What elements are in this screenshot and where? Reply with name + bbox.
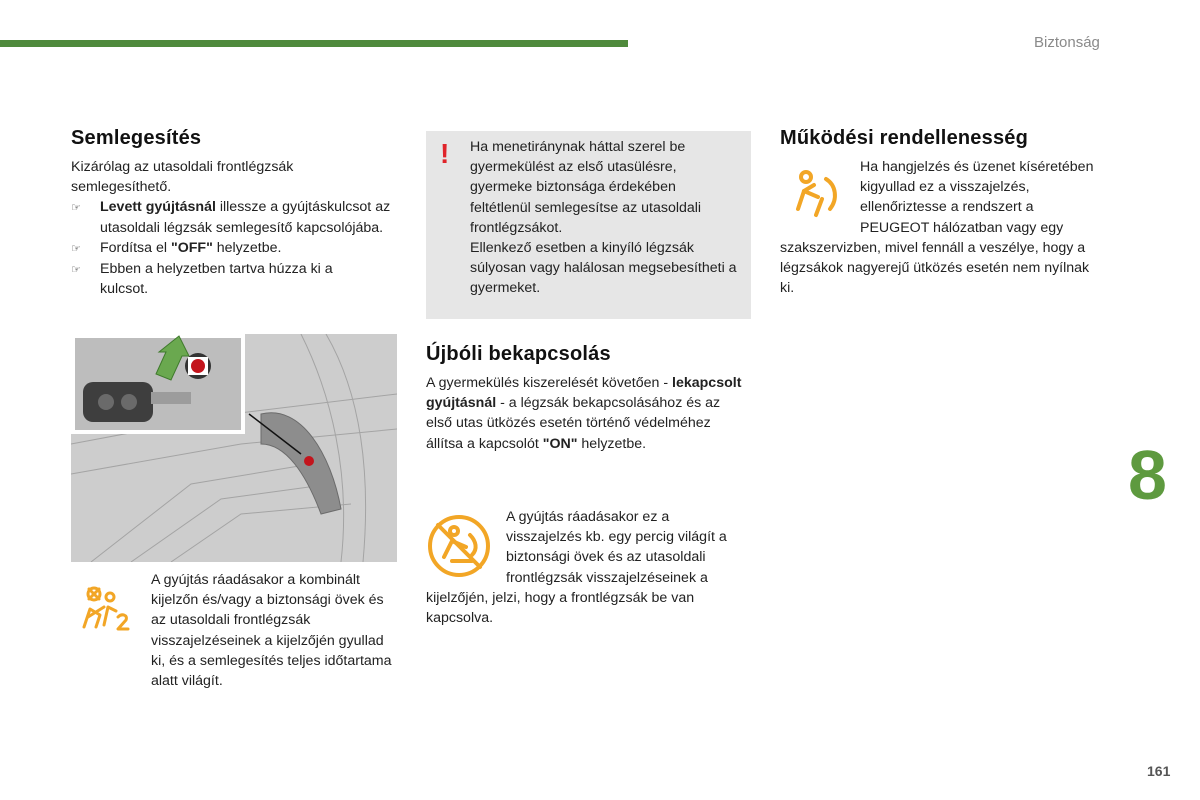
warning-text	[470, 137, 740, 299]
col1-note: A gyújtás ráadásakor a kombinált kijelzőn és/vagy a biztonsági övek és az utasoldali frontlégzsák visszajelzéseinek a kijelzőjén gyullad ki, és a semlegesítés teljes időtartama alatt világít.	[151, 572, 392, 690]
col3-note	[780, 157, 1100, 298]
airbag-fault-icon	[780, 157, 860, 237]
col2-paragraph: A gyermekülés kiszerelését követően - lekapcsolt gyújtásnál - a légzsák bekapcsolásához és az első utas ütközés esetén történő védelméhez állítsa a kapcsolót "ON" helyzetbe.	[426, 375, 742, 452]
col2-note	[426, 507, 748, 628]
warning-exclamation-icon: !	[440, 138, 450, 169]
warning-paragraph: Ellenkező esetben a kinyíló légzsák súlyosan vagy halálosan megsebesítheti a gyermeket.	[470, 240, 737, 297]
list-item: ☞ Ebben a helyzetben tartva húzza ki a kulcsot.	[71, 261, 333, 298]
airbag-on-crossed-icon	[426, 507, 506, 587]
top-accent-bar	[0, 40, 628, 47]
page-number: 161	[1147, 763, 1171, 779]
col1-intro: Kizárólag az utasoldali frontlégzsák semlegesíthető.	[71, 159, 294, 196]
airbag-off-seatbelt-warning-icon	[80, 585, 132, 638]
list-item: ☞ Fordítsa el "OFF" helyzetbe.	[71, 239, 282, 256]
col1-body	[71, 157, 411, 299]
col3-note-text: Ha hangjelzés és üzenet kíséretében kigyullad ez a visszajelzés, ellenőriztesse a rendszert a PEUGEOT hálózatban vagy egy szakszervizben, mivel fennáll a veszélye, hogy a légzsákok nagyerejű ütközés esetén nem nyílnak ki.	[780, 159, 1094, 297]
warning-paragraph: Ha menetiránynak háttal szerel be gyermekülést az első utasülésre, gyermeke biztonsága érdekében feltétlenül semlegesítse az utasoldali frontlégzsákot.	[470, 139, 702, 236]
airbag-switch-illustration	[71, 334, 397, 562]
section-header: Biztonság	[1034, 34, 1100, 51]
title-mukodesi-rendellenesseg: Működési rendellenesség	[780, 127, 1029, 149]
title-semlegesites: Semlegesítés	[71, 127, 202, 149]
list-item: ☞ Levett gyújtásnál illessze a gyújtáskulcsot az utasoldali légzsák semlegesítő kapcsolójába.	[71, 199, 391, 236]
col2-note-text: A gyújtás ráadásakor ez a visszajelzés kb. egy percig világít a biztonsági övek és az utasoldali frontlégzsák visszajelzéseinek a kijelzőjén, jelzi, hogy a frontlégzsák be van kapcsolva.	[426, 509, 727, 627]
title-ujboli-bekapcsolas: Újbóli bekapcsolás	[426, 343, 611, 365]
chapter-number: 8	[1128, 436, 1167, 514]
